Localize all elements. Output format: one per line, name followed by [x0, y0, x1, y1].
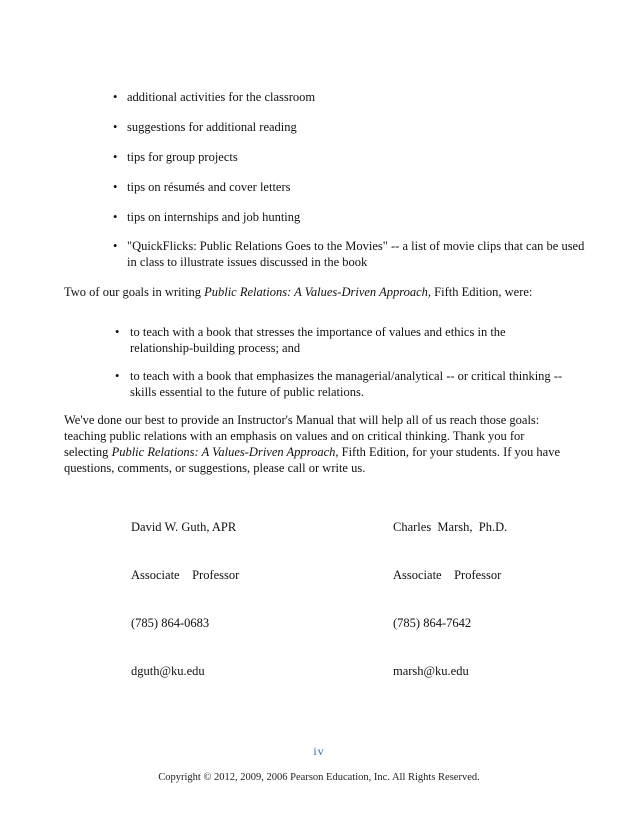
- signature-name: Charles Marsh, Ph.D.: [393, 520, 508, 534]
- book-title: Public Relations: A Values-Driven Approach,: [204, 285, 432, 299]
- goal-item-text: to teach with a book that emphasizes the managerial/analytical -- or critical thinking -- skills essential to the future of public relations.: [130, 369, 563, 399]
- list-item-text: tips on résumés and cover letters: [127, 180, 291, 194]
- list-item: [113, 209, 577, 225]
- bullet-glyph: •: [113, 150, 118, 164]
- list-item-text: additional activities for the classroom: [127, 90, 316, 104]
- paragraph-text: Fifth Edition, for your students. If you have questions, comments, or suggestions, please call or write us.: [64, 445, 560, 475]
- list-item: [113, 89, 577, 105]
- list-item: [113, 149, 577, 165]
- signature-title: Associate Professor: [131, 568, 240, 582]
- signature-email: marsh@ku.edu: [393, 664, 469, 678]
- signature-block-marsh: [393, 487, 507, 711]
- list-item: [113, 119, 577, 135]
- bullet-glyph: •: [115, 325, 120, 339]
- list-item-text: suggestions for additional reading: [127, 120, 297, 134]
- closing-paragraph: [64, 412, 560, 476]
- paragraph-text: Fifth Edition, were:: [431, 285, 533, 299]
- paragraph-text: Two of our goals in writing: [64, 285, 205, 299]
- list-item-text: tips on internships and job hunting: [127, 210, 301, 224]
- signature-phone: (785) 864-0683: [131, 616, 210, 630]
- goal-item: [115, 324, 570, 356]
- bullet-glyph: •: [113, 210, 118, 224]
- page-number: iv: [313, 744, 325, 758]
- list-item: [113, 179, 577, 195]
- goal-item: [115, 368, 570, 400]
- signature-email: dguth@ku.edu: [131, 664, 205, 678]
- goals-intro-paragraph: [64, 284, 560, 300]
- paragraph-text: We've done our best to provide an Instructor's Manual that will help all of us reach those goals: teaching public relations with an emphasis on values and on critical thinking. Thank you for selecting: [64, 413, 540, 459]
- list-item-text: tips for group projects: [127, 150, 238, 164]
- copyright-notice: Copyright © 2012, 2009, 2006 Pearson Education, Inc. All Rights Reserved.: [158, 772, 480, 783]
- bullet-glyph: •: [113, 180, 118, 194]
- signature-name: David W. Guth, APR: [131, 520, 237, 534]
- book-title: Public Relations: A Values-Driven Approach,: [111, 445, 339, 459]
- bullet-glyph: •: [115, 369, 120, 383]
- signature-block-guth: [131, 487, 239, 711]
- bullet-glyph: •: [113, 120, 118, 134]
- bullet-glyph: •: [113, 90, 118, 104]
- signature-title: Associate Professor: [393, 568, 502, 582]
- list-item: [113, 238, 587, 270]
- signature-phone: (785) 864-7642: [393, 616, 472, 630]
- list-item-text: "QuickFlicks: Public Relations Goes to the Movies" -- a list of movie clips that can be used in class to illustrate issues discussed in the book: [127, 239, 585, 269]
- goal-item-text: to teach with a book that stresses the importance of values and ethics in the relationship-building process; and: [130, 325, 506, 355]
- bullet-glyph: •: [113, 239, 118, 253]
